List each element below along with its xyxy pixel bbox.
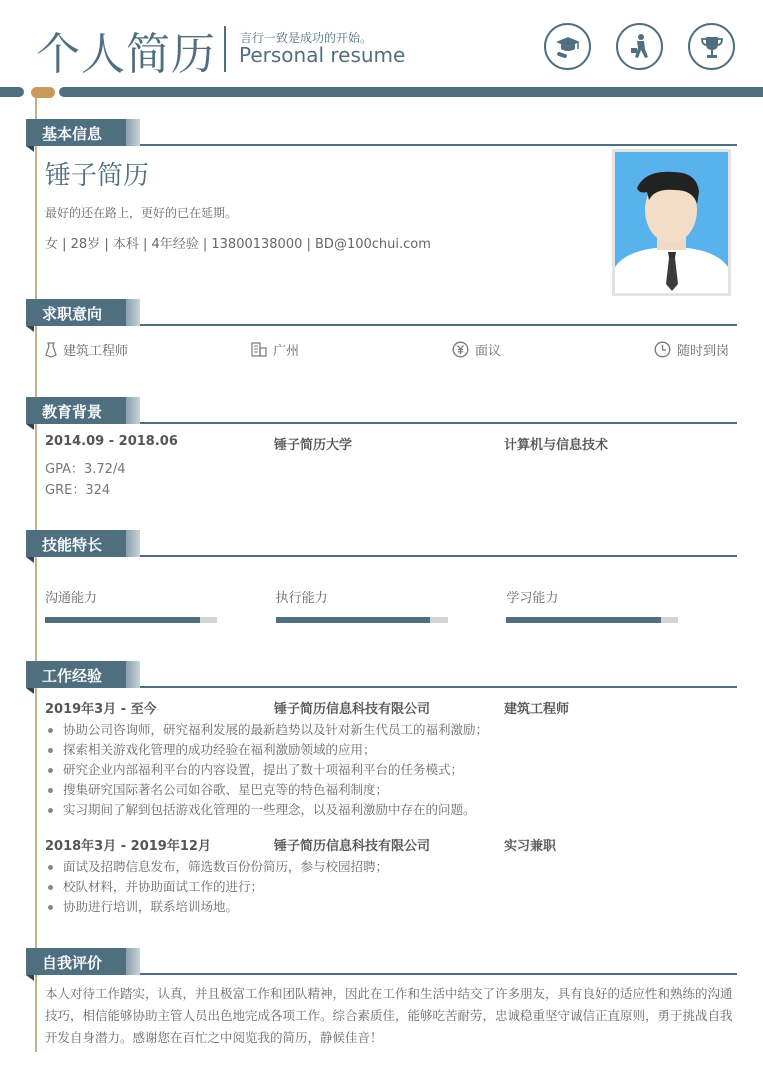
skill-bar-fill <box>276 617 431 623</box>
intent-city-label: 广州 <box>272 344 299 359</box>
trophy-icon <box>688 23 735 70</box>
section-skills <box>26 527 737 623</box>
list-item: 校队材料，并协助面试工作的进行； <box>45 877 737 897</box>
job-bullets <box>45 720 737 820</box>
list-item: 面试及招聘信息发布，筛选数百份份简历，参与校园招聘； <box>45 857 737 877</box>
skill-item <box>276 587 507 623</box>
intent-position <box>45 340 128 359</box>
list-item: 研究企业内部福利平台的内容设置，提出了数十项福利平台的任务模式； <box>45 760 737 780</box>
skill-bar-fill <box>506 617 661 623</box>
edu-period: 2014.09 - 2018.06 <box>45 434 178 449</box>
section-work <box>26 658 737 917</box>
job-header <box>45 688 737 717</box>
section-header <box>26 527 737 557</box>
list-item: 协助公司咨询师，研究福利发展的最新趋势以及针对新生代员工的福利激励； <box>45 720 737 740</box>
candidate-details: 女 | 28岁 | 本科 | 4年经验 | 13800138000 | BD@100chui.com <box>45 237 431 252</box>
resume-slogan: 言行一致是成功的开始。 <box>240 31 373 45</box>
clock-icon <box>654 341 671 358</box>
section-header <box>26 296 737 326</box>
section-header <box>26 945 737 975</box>
list-item: 搜集研究国际著名公司如谷歌、星巴克等的特色福利制度； <box>45 780 737 800</box>
section-title: 技能特长 <box>26 530 126 557</box>
job-company: 锤子简历信息科技有限公司 <box>274 702 431 717</box>
section-title: 自我评价 <box>26 948 126 975</box>
edu-gre: GRE：324 <box>45 483 111 498</box>
businessman-icon <box>616 23 663 70</box>
job-header <box>45 820 737 854</box>
skill-item <box>45 587 276 623</box>
graduation-cap-icon <box>544 23 591 70</box>
intent-availability-label: 随时到岗 <box>676 344 729 359</box>
list-item: 实习期间了解到包括游戏化管理的一些理念，以及福利激励中存在的问题。 <box>45 800 737 820</box>
section-title: 基本信息 <box>26 119 126 146</box>
header-icons <box>544 23 735 70</box>
skill-bar-fill <box>45 617 200 623</box>
resume-header <box>0 0 763 100</box>
section-education <box>26 394 737 498</box>
tie-icon <box>45 342 57 358</box>
header-bar-left <box>0 87 24 97</box>
skill-bar <box>45 617 217 623</box>
job-position: 实习兼职 <box>504 839 557 854</box>
section-self-evaluation <box>26 945 737 1049</box>
section-header <box>26 658 737 688</box>
resume-title-en: Personal resume <box>239 43 406 67</box>
skill-bar <box>276 617 448 623</box>
intent-city <box>251 340 299 359</box>
skill-label: 学习能力 <box>506 591 559 606</box>
intent-position-label: 建筑工程师 <box>63 344 129 359</box>
section-title: 工作经验 <box>26 661 126 688</box>
skill-label: 执行能力 <box>275 591 328 606</box>
edu-major: 计算机与信息技术 <box>504 438 609 453</box>
skill-bar <box>506 617 678 623</box>
section-basic-info <box>26 116 737 252</box>
skill-label: 沟通能力 <box>45 591 98 606</box>
header-bar-right <box>59 87 763 97</box>
intent-salary <box>452 340 501 359</box>
yuan-icon <box>452 341 469 358</box>
avatar <box>612 149 731 296</box>
job-company: 锤子简历信息科技有限公司 <box>274 839 431 854</box>
job-period: 2019年3月 - 至今 <box>45 702 157 717</box>
intent-availability <box>654 340 729 359</box>
section-header <box>26 116 737 146</box>
section-job-intent <box>26 296 737 359</box>
resume-title-cn: 个人简历 <box>36 29 216 80</box>
section-title: 教育背景 <box>26 397 126 424</box>
skill-item <box>506 587 737 623</box>
self-evaluation-text: 本人对待工作踏实，认真，并且极富工作和团队精神，因此在工作和生活中结交了许多朋友，具有良好的适应性和熟练的沟通技巧，相信能够协助主管人员出色地完成各项工作。综合素质佳，能够吃苦耐劳，忠诚稳重坚守诚信正直原则，勇于挑战自我开发自身潜力。感谢您在百忙之中阅览我的简历，静候佳音！ <box>45 986 733 1045</box>
edu-school: 锤子简历大学 <box>274 438 353 453</box>
section-header <box>26 394 737 424</box>
title-divider <box>224 26 226 72</box>
list-item: 探索相关游戏化管理的成功经验在福利激励领域的应用； <box>45 740 737 760</box>
building-icon <box>251 342 267 357</box>
list-item: 协助进行培训，联系培训场地。 <box>45 897 737 917</box>
job-period: 2018年3月 - 2019年12月 <box>45 839 211 854</box>
intent-salary-label: 面议 <box>474 344 501 359</box>
job-bullets <box>45 857 737 917</box>
edu-gpa: GPA：3.72/4 <box>45 462 126 477</box>
timeline-node <box>31 87 55 98</box>
job-position: 建筑工程师 <box>504 702 570 717</box>
candidate-name: 锤子简历 <box>45 161 150 191</box>
section-title: 求职意向 <box>26 299 126 326</box>
candidate-motto: 最好的还在路上，更好的已在延期。 <box>45 206 238 220</box>
